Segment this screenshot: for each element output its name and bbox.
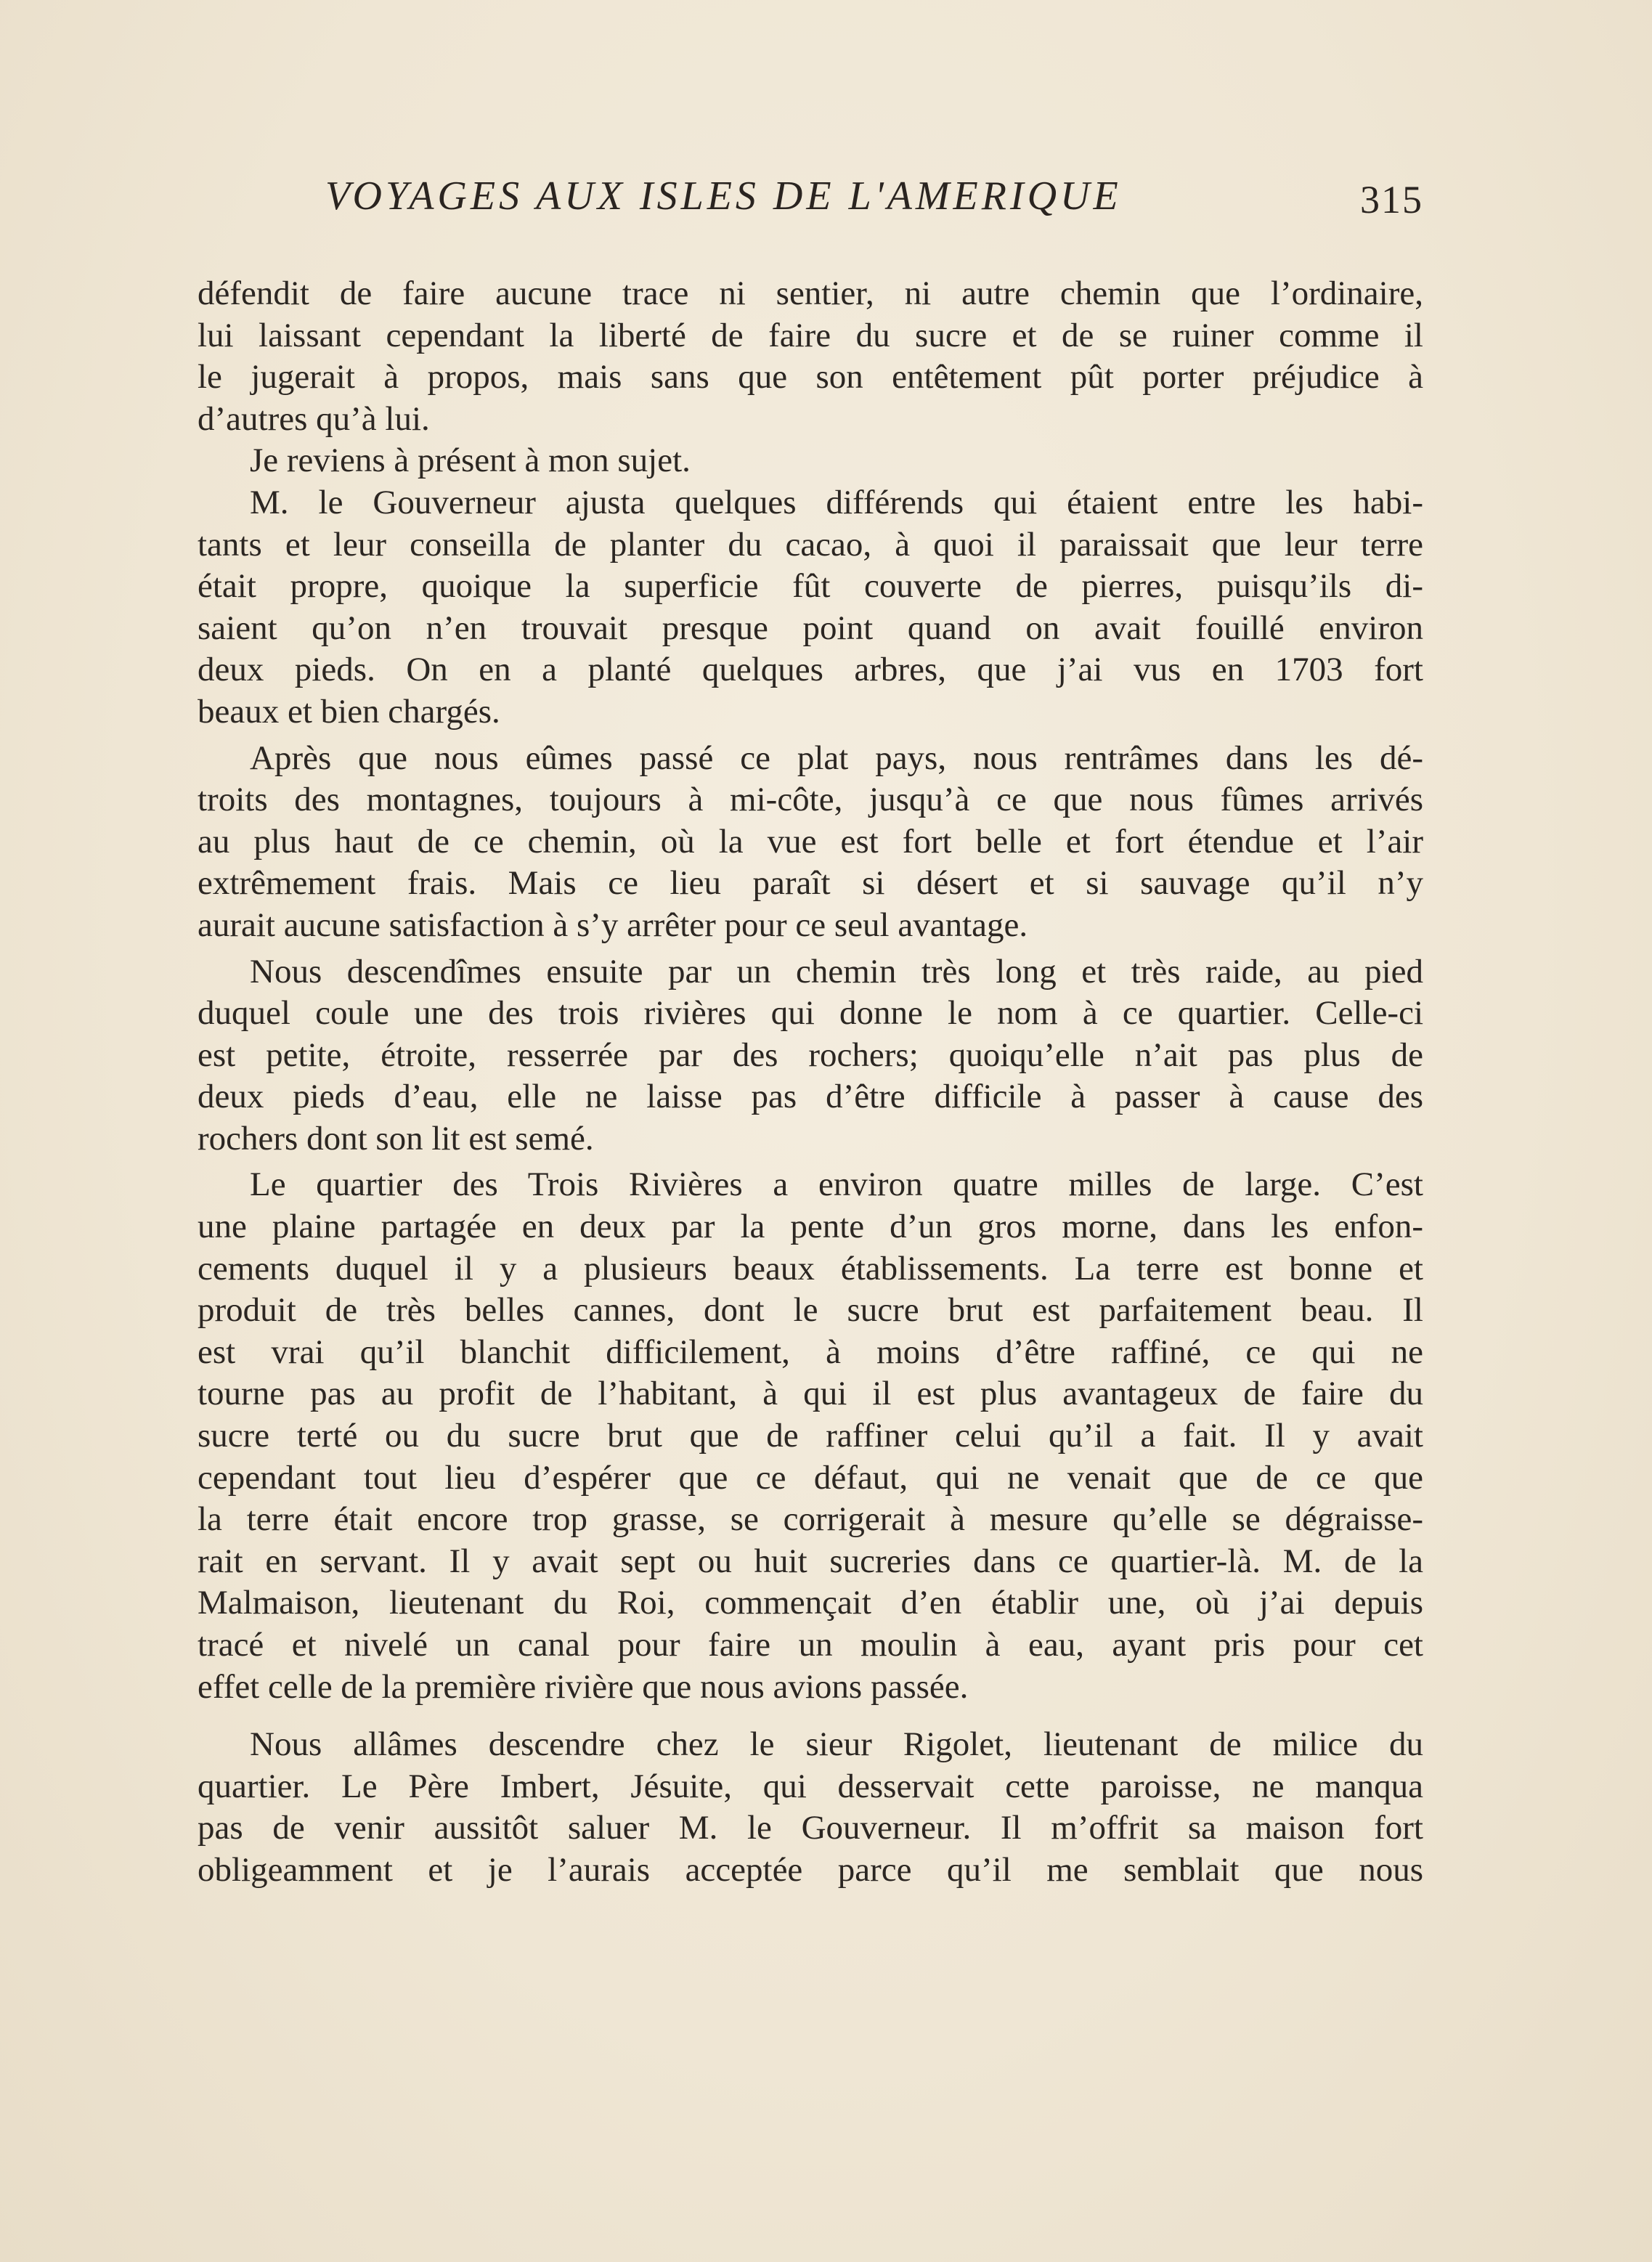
text-line: pas de venir aussitôt saluer M. le Gouverneur. Il m’offrit sa maison fort: [198, 1809, 1423, 1847]
text-line: tants et leur conseilla de planter du cacao, à quoi il paraissait que leur terre: [198, 525, 1423, 564]
text-line: est vrai qu’il blanchit difficilement, à moins d’être raffiné, ce qui ne: [198, 1333, 1423, 1371]
text-line: obligeamment et je l’aurais acceptée parce qu’il me semblait que nous: [198, 1850, 1423, 1889]
text-line: sucre terté ou du sucre brut que de raffiner celui qu’il a fait. Il y avait: [198, 1417, 1423, 1455]
text-line: rochers dont son lit est semé.: [198, 1119, 594, 1158]
running-head: [325, 173, 1423, 231]
text-line: le jugerait à propos, mais sans que son entêtement pût porter préjudice à: [198, 358, 1423, 396]
body-text: [198, 273, 1423, 1892]
text-line: aurait aucune satisfaction à s’y arrêter pour ce seul avantage.: [198, 906, 1028, 944]
text-line: M. le Gouverneur ajusta quelques différends qui étaient entre les habi-: [250, 483, 1423, 521]
text-line: la terre était encore trop grasse, se corrigerait à mesure qu’elle se dégraisse-: [198, 1500, 1423, 1539]
text-line: Nous descendîmes ensuite par un chemin très long et très raide, au pied: [250, 952, 1423, 990]
text-line: quartier. Le Père Imbert, Jésuite, qui desservait cette paroisse, ne manqua: [198, 1767, 1423, 1805]
text-line: lui laissant cependant la liberté de faire du sucre et de se ruiner comme il: [198, 316, 1423, 354]
text-line: extrêmement frais. Mais ce lieu paraît si désert et si sauvage qu’il n’y: [198, 864, 1423, 903]
text-line: une plaine partagée en deux par la pente d’un gros morne, dans les enfon-: [198, 1208, 1423, 1246]
text-line: tourne pas au profit de l’habitant, à qui il est plus avantageux de faire du: [198, 1375, 1423, 1413]
text-line: défendit de faire aucune trace ni sentier, ni autre chemin que l’ordinaire,: [198, 274, 1423, 312]
text-line: deux pieds d’eau, elle ne laisse pas d’être difficile à passer à cause des: [198, 1078, 1423, 1116]
text-line: Je reviens à présent à mon sujet.: [250, 442, 691, 480]
paragraph: [198, 1724, 1423, 1891]
text-line: au plus haut de ce chemin, où la vue est fort belle et fort étendue et l’air: [198, 822, 1423, 861]
text-line: Malmaison, lieutenant du Roi, commençait d’en établir une, où j’ai depuis: [198, 1584, 1423, 1622]
running-title: VOYAGES AUX ISLES DE L'AMERIQUE: [325, 174, 1122, 219]
page-number: 315: [1360, 178, 1423, 221]
text-line: était propre, quoique la superficie fût couverte de pierres, puisqu’ils di-: [198, 567, 1423, 606]
text-line: Le quartier des Trois Rivières a environ quatre milles de large. C’est: [250, 1165, 1423, 1204]
paragraph: [198, 482, 1423, 733]
text-line: cements duquel il y a plusieurs beaux établissements. La terre est bonne et: [198, 1249, 1423, 1287]
text-line: effet celle de la première rivière que nous avions passée.: [198, 1667, 969, 1706]
text-line: beaux et bien chargés.: [198, 692, 500, 731]
text-line: duquel coule une des trois rivières qui donne le nom à ce quartier. Celle-ci: [198, 994, 1423, 1033]
paragraph: [198, 1164, 1423, 1708]
text-line: d’autres qu’à lui.: [198, 399, 430, 438]
text-line: Après que nous eûmes passé ce plat pays, nous rentrâmes dans les dé-: [250, 739, 1423, 777]
text-line: produit de très belles cannes, dont le sucre brut est parfaitement beau. Il: [198, 1291, 1423, 1330]
text-line: Nous allâmes descendre chez le sieur Rigolet, lieutenant de milice du: [250, 1725, 1423, 1764]
paragraph: [198, 951, 1423, 1160]
text-line: tracé et nivelé un canal pour faire un moulin à eau, ayant pris pour cet: [198, 1626, 1423, 1664]
paragraph: [198, 440, 1423, 482]
paragraph: [198, 738, 1423, 947]
text-line: saient qu’on n’en trouvait presque point quand on avait fouillé environ: [198, 609, 1423, 647]
text-line: rait en servant. Il y avait sept ou huit sucreries dans ce quartier-là. M. de la: [198, 1542, 1423, 1580]
paragraph: [198, 273, 1423, 440]
text-line: est petite, étroite, resserrée par des rochers; quoiqu’elle n’ait pas plus de: [198, 1036, 1423, 1074]
text-line: cependant tout lieu d’espérer que ce défaut, qui ne venait que de ce que: [198, 1458, 1423, 1497]
text-line: deux pieds. On en a planté quelques arbres, que j’ai vus en 1703 fort: [198, 651, 1423, 689]
text-line: troits des montagnes, toujours à mi-côte, jusqu’à ce que nous fûmes arrivés: [198, 781, 1423, 819]
